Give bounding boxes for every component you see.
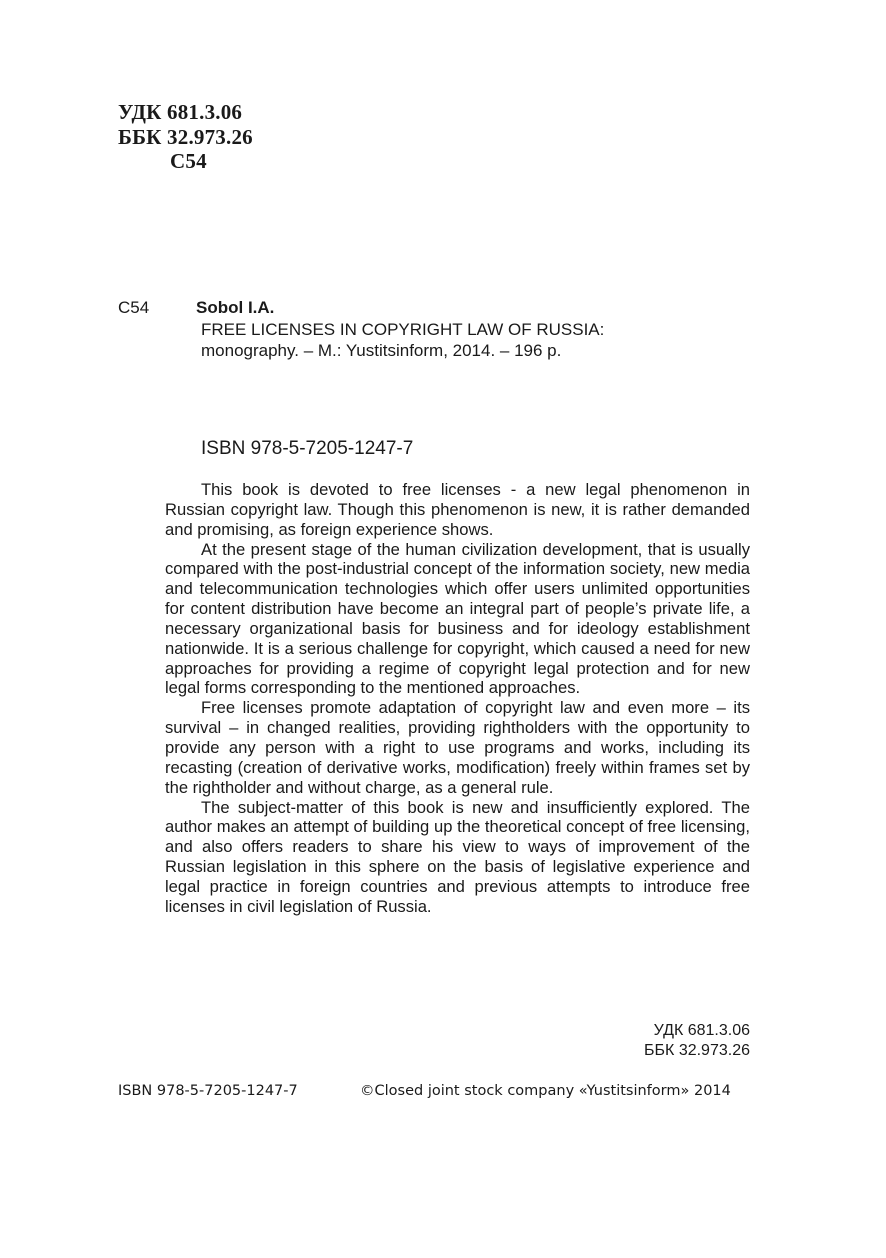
bottom-bbk-code: ББК 32.973.26 xyxy=(644,1042,750,1059)
bottom-codes xyxy=(644,1021,750,1061)
abstract-paragraph: Free licenses promote adaptation of copyright law and even more – its survival – in changed realities, providing rightholders with the opportunity to provide any person with a right to use programs and works, including its recasting (creation of derivative works, modification) freely within frames set by the rightholder and without charge, as a general rule. xyxy=(165,698,750,797)
bbk-code: ББК 32.973.26 xyxy=(118,125,253,149)
isbn-main: ISBN 978-5-7205-1247-7 xyxy=(201,438,414,459)
bottom-udk-code: УДК 681.3.06 xyxy=(653,1022,750,1039)
abstract-paragraph: This book is devoted to free licenses - a new legal phenomenon in Russian copyright law. Though this phenomenon is new, it is rather demanded and promising, as foreign experience shows. xyxy=(165,480,750,539)
footer-isbn: ISBN 978-5-7205-1247-7 xyxy=(118,1083,298,1099)
author-mark-code: С54 xyxy=(170,149,207,173)
abstract-paragraph: The subject-matter of this book is new and insufficiently explored. The author makes an attempt of building up the theoretical concept of free licensing, and also offers readers to share his view to ways of improvement of the Russian legislation in this sphere on the basis of legislative experience and legal practice in foreign countries and previous attempts to introduce free licenses in civil legislation of Russia. xyxy=(165,797,750,916)
entry-author-mark: С54 xyxy=(118,298,150,317)
abstract xyxy=(165,480,750,917)
udk-code: УДК 681.3.06 xyxy=(118,100,243,124)
footer-copyright: ©Closed joint stock company «Yustitsinform» 2014 xyxy=(360,1083,731,1099)
entry-title: FREE LICENSES IN COPYRIGHT LAW OF RUSSIA: xyxy=(201,320,605,339)
entry-author: Sobol I.A. xyxy=(196,298,275,317)
abstract-paragraph: At the present stage of the human civilization development, that is usually compared with the post-industrial concept of the information society, new media and telecommunication technologies which offer users unlimited opportunities for content distribution have become an integral part of people’s private life, a necessary organizational basis for business and for ideology establishment nationwide. It is a serious challenge for copyright, which caused a need for new approaches for providing a regime of copyright legal protection and for new legal forms corresponding to the mentioned approaches. xyxy=(165,539,750,698)
entry-imprint: monography. – M.: Yustitsinform, 2014. – 196 p. xyxy=(201,341,562,360)
